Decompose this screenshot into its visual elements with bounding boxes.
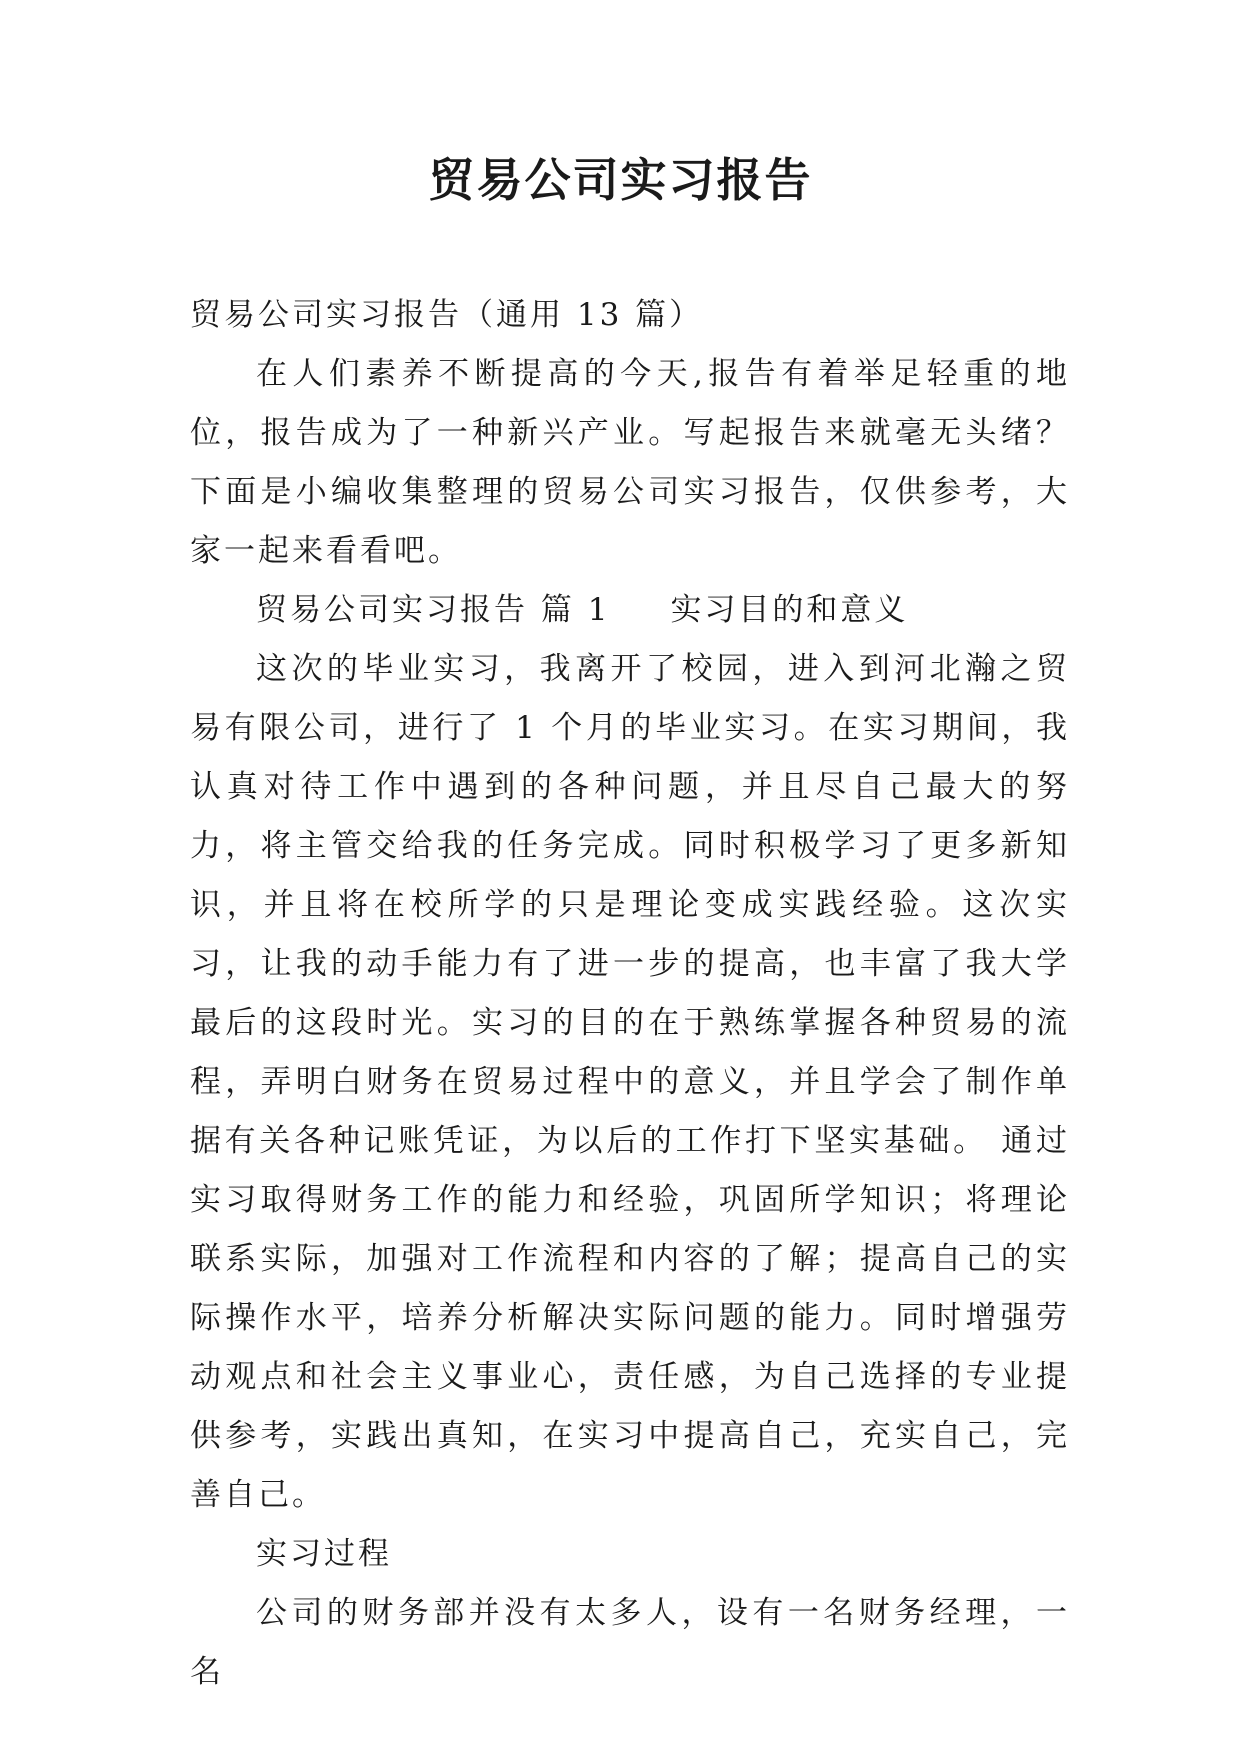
subheading: 实习过程: [256, 1536, 392, 1572]
document-title: 贸易公司实习报告: [428, 153, 813, 207]
intro-paragraph: 在人们素养不断提高的今天,报告有着举足轻重的地位，报告成为了一种新兴产业。写起报告来就毫无头绪？下面是小编收集整理的贸易公司实习报告，仅供参考，大家一起来看看吧。: [190, 356, 1070, 569]
document-subtitle: 贸易公司实习报告（通用 13 篇）: [190, 297, 704, 333]
section-topic-label: 实习目的和意义: [670, 592, 909, 628]
document-body: [190, 286, 1070, 1702]
section-heading: [190, 581, 1070, 640]
body-paragraph-1: 这次的毕业实习，我离开了校园，进入到河北瀚之贸易有限公司，进行了 1 个月的毕业实习。在实习期间，我认真对待工作中遇到的各种问题，并且尽自己最大的努力，将主管交给我的任务完成。同时积极学习了更多新知识，并且将在校所学的只是理论变成实践经验。这次实习，让我的动手能力有了进一步的提高，也丰富了我大学最后的这段时光。实习的目的在于熟练掌握各种贸易的流程，弄明白财务在贸易过程中的意义，并且学会了制作单据有关各种记账凭证，为以后的工作打下坚实基础。 通过实习取得财务工作的能力和经验，巩固所学知识；将理论联系实际，加强对工作流程和内容的了解；提高自己的实际操作水平，培养分析解决实际问题的能力。同时增强劳动观点和社会主义事业心，责任感，为自己选择的专业提供参考，实践出真知，在实习中提高自己，充实自己，完善自己。: [190, 651, 1070, 1513]
section-part-label: 贸易公司实习报告 篇 1: [256, 592, 611, 628]
body-paragraph-2: 公司的财务部并没有太多人，设有一名财务经理，一名: [190, 1595, 1070, 1690]
